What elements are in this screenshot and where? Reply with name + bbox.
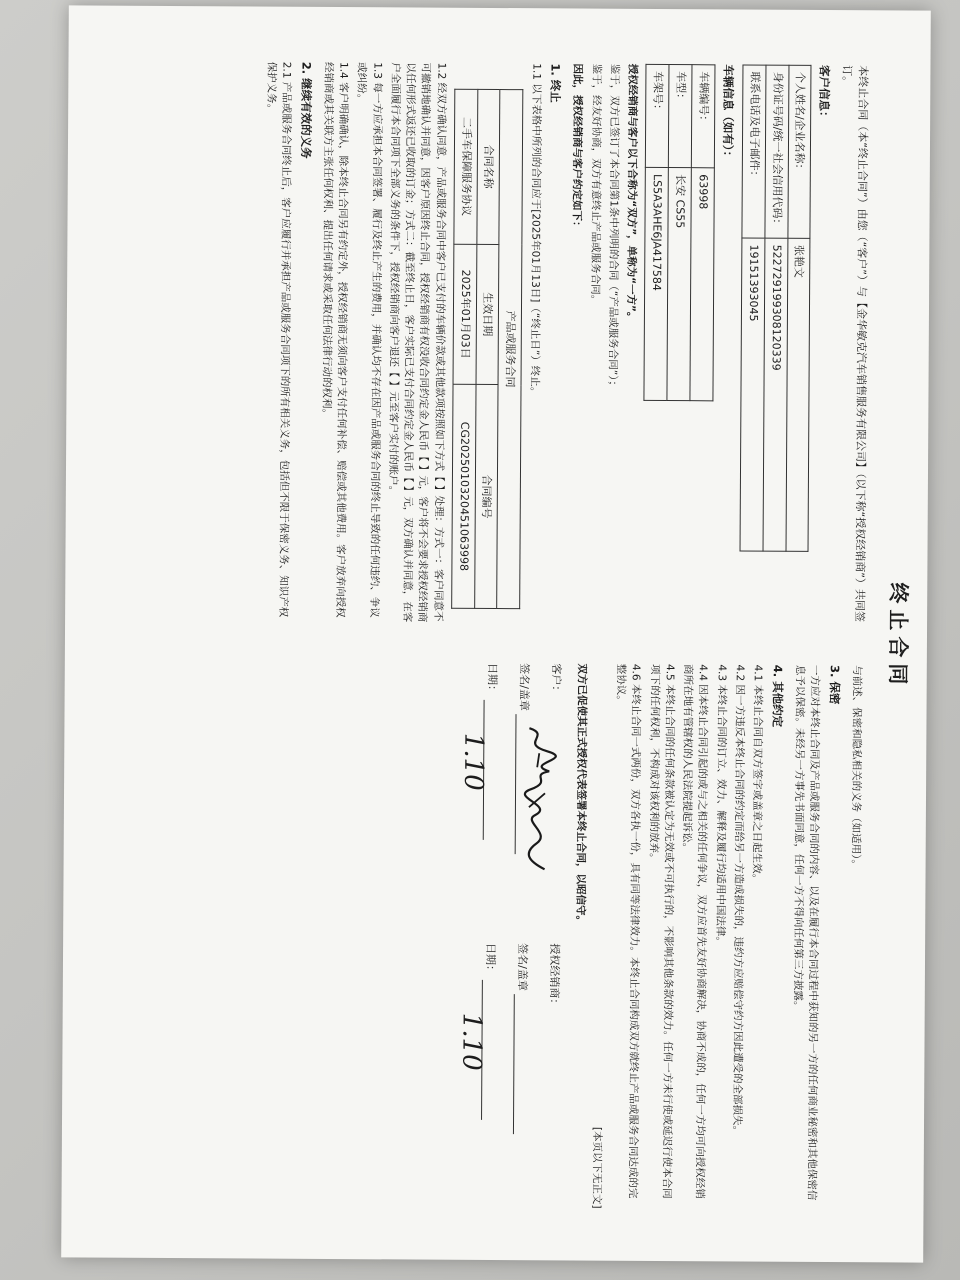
clause-4-4: 4.4 因本终止合同引起的或与之相关的任何争议，双方应首先友好协商解决，协商不成的，任何一方均可向授权经销商所在地有管辖权的人民法院提起诉讼。 xyxy=(680,664,710,1199)
customer-id-value: 522729199308120339 xyxy=(763,238,788,551)
section-4-heading: 4. 其他约定 xyxy=(770,664,785,728)
vehicle-section-heading: 车辆信息（如有）： xyxy=(720,64,736,163)
table-row xyxy=(497,90,523,609)
section-3-lead: 与前述、保密和隐私相关的义务（如适用）。 xyxy=(849,665,863,870)
vehicle-number-label: 车辆编号： xyxy=(691,65,715,168)
table-row xyxy=(690,65,715,401)
section-2-heading: 2. 继续有效的义务 xyxy=(298,61,314,159)
table-row xyxy=(474,89,500,608)
dealer-date-label: 日期： xyxy=(483,942,497,977)
clause-1-2: 1.2 经双方确认同意，产品或服务合同中客户已支付的车辆价款或其他款项按照如下方式【 】处理：方式一：客户同意不可撤销地确认并同意，因客户原因终止合同，授权经销商有权没收合同约定金人民币【 】元，客户将不会要求授权经销商以任何形式返还已收取的订金；方式二：截至终止日，客户实际已支付合同约定金人民币【 】元，双方确认并同意，在客户全面履行本合同项下全部义务的条件下，授权经销商向客户退还【 】元至客户实付的账户。 xyxy=(386,62,448,623)
parties-line-3: 鉴于，经友好协商，双方有意终止产品或服务合同。 xyxy=(588,63,603,306)
table-row xyxy=(763,65,789,551)
customer-label: 客户： xyxy=(549,663,563,697)
right-column xyxy=(410,662,867,1210)
customer-name-value: 张艳文 xyxy=(786,238,811,551)
clause-4-1: 4.1 本终止合同自双方签字或盖章之日起生效。 xyxy=(750,664,764,885)
customer-section-heading: 客户信息： xyxy=(817,64,832,123)
dealer-signature-block xyxy=(455,942,561,1183)
clause-3-text: 一方应对本终止合同及产品或服务合同的内容、以及在履行本合同过程中获知的另一方的任何商业秘密和其他保密信息予以保密。未经另一方事先书面同意，任何一方不得向任何第三方披露。 xyxy=(791,664,821,1201)
termination-contract xyxy=(61,5,931,1262)
table-row xyxy=(451,89,477,608)
parties-line-1: 授权经销商与客户以下合称为“双方”，单称为“一方”。 xyxy=(625,63,639,323)
customer-phone-value: 19151393045 xyxy=(740,238,765,551)
contract-header-name: 合同名称 xyxy=(476,89,500,244)
table-row xyxy=(740,65,766,551)
vehicle-vin-label: 车架号： xyxy=(646,64,670,167)
customer-id-label: 身份证号码/统一社会信用代码： xyxy=(765,65,789,238)
left-column xyxy=(257,62,871,626)
vehicle-number-value: 63998 xyxy=(690,168,714,401)
dealer-label: 授权经销商： xyxy=(547,943,561,1010)
parties-line-4: 因此，授权经销商与客户约定如下： xyxy=(570,63,584,232)
intro-paragraph: 本终止合同（本“终止合同”）由您（“客户”）与【金华敏克汽车销售服务有限公司】（以下称“授权经销商”）共同签订。 xyxy=(840,65,870,622)
vehicle-vin-value: LS5A3AHE6JA417584 xyxy=(644,167,668,400)
section-1-heading: 1. 终止 xyxy=(548,63,563,103)
dealer-signature-line xyxy=(513,994,529,1134)
clause-4-6: 4.6 本终止合同一式两份，双方各执一份，具有同等法律效力。本终止合同构成双方就终止产品或服务合同达成的完整协议。 xyxy=(614,663,643,1199)
clause-1-4: 1.4 客户明确确认，除本终止合同另有约定外，授权经销商无须向客户支付任何补偿、赔偿或其他费用。客户放弃向授权经销商或其关联方主张任何权利、提出任何请求或采取任何法律行动的权利。 xyxy=(320,61,350,618)
vehicle-model-label: 车型： xyxy=(668,65,692,168)
customer-table xyxy=(739,64,812,551)
contract-table xyxy=(451,89,524,609)
closing-statement: 双方已促使其正式授权代表签署本终止合同，以昭信守。 xyxy=(574,663,588,927)
customer-phone-label: 联系电话及电子邮件： xyxy=(742,65,766,238)
page-note: [本页以下无正文] xyxy=(590,1126,604,1209)
dealer-sign-row xyxy=(512,943,529,1183)
section-3-heading: 3. 保密 xyxy=(827,665,842,705)
contract-header-number: 合同编号 xyxy=(474,385,498,609)
customer-handwritten-signature xyxy=(514,723,559,873)
customer-date-label: 日期： xyxy=(485,662,499,697)
contract-date-value: 2025年01月03日 xyxy=(453,244,477,385)
clause-1-1: 1.1 以下表格中所列的合同应于[2025年01月13日]（“终止日”）终止。 xyxy=(528,63,543,398)
clause-4-5: 4.5 本终止合同的任何条款被认定为无效或不可执行的，不影响其他条款的效力。任何一方未行使或延迟行使本合同项下的任何权利，不构成对该权利的放弃。 xyxy=(647,663,676,1199)
customer-handwritten-date: 1.10 xyxy=(457,732,488,791)
dealer-handwritten-date: 1.10 xyxy=(455,1012,487,1071)
parties-line-2: 鉴于，双方已签订了本合同第1条中列明的合同（“产品或服务合同”）； xyxy=(606,63,621,392)
vehicle-table xyxy=(644,64,716,401)
customer-name-label: 个人姓名/企业名称： xyxy=(787,65,811,238)
document-paper xyxy=(61,5,931,1262)
contract-name-value: 二手车保障服务协议 xyxy=(453,89,477,244)
customer-sign-label: 签名/盖章 xyxy=(517,663,531,711)
dealer-sign-label: 签名/盖章 xyxy=(515,943,529,991)
signature-area xyxy=(410,662,563,1208)
contract-number-value: CG20250103204510​63998 xyxy=(451,384,475,608)
table-row xyxy=(667,65,692,401)
clause-1-3: 1.3 每一方应承担本合同签署、履行及终止产生的费用，并确认均不存在因产品或服务合同的终止导致的任何违约、争议或纠纷。 xyxy=(355,62,384,618)
table-row xyxy=(644,64,669,400)
customer-signature-block xyxy=(457,662,563,903)
table-row xyxy=(786,65,812,551)
clause-4-3: 4.3 本终止合同的订立、效力、解释及履行均适用中国法律。 xyxy=(713,664,728,947)
clause-2-1: 2.1 产品或服务合同终止后，客户应履行并承担产品或服务合同项下的所有相关义务，包括但不限于保密义务、知识产权保护义务。 xyxy=(265,61,293,618)
document-title: 终止合同 xyxy=(885,582,911,691)
contract-table-title: 产品或服务合同 xyxy=(497,90,523,609)
contract-header-date: 生效日期 xyxy=(476,244,500,385)
vehicle-model-value: 长安 CS55 xyxy=(667,168,691,401)
clause-4-2: 4.2 因一方违反本终止合同的约定而给另一方造成损失的，违约方应赔偿守约方因此遭受的全部损失。 xyxy=(730,664,746,1137)
